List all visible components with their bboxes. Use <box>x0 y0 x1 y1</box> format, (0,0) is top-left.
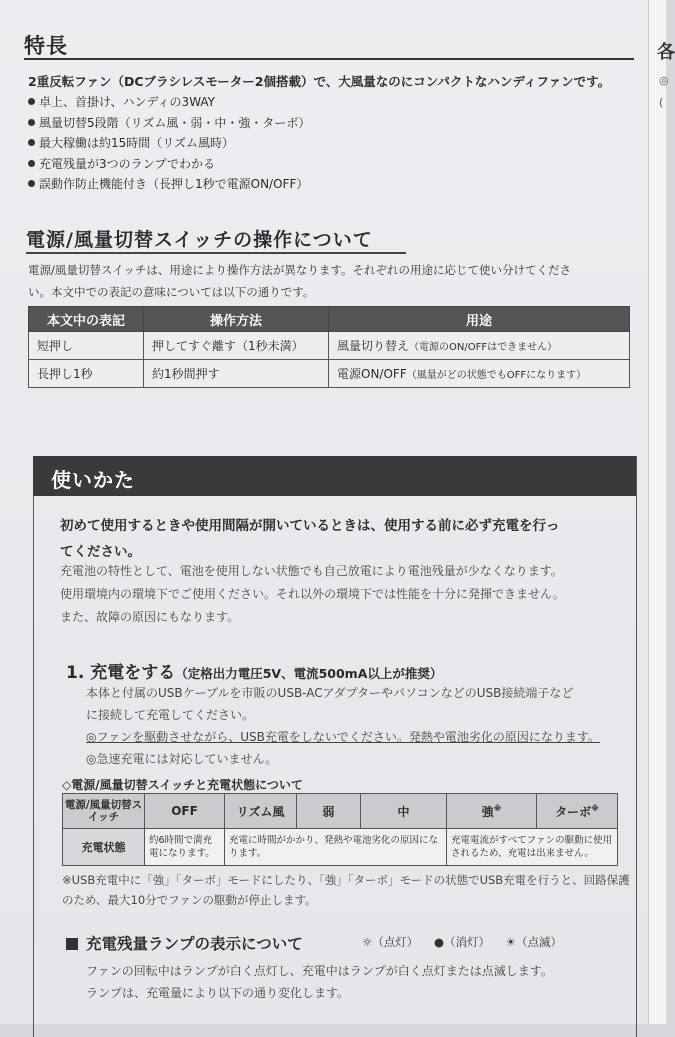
usage-text: 使用環境内の環境下でご使用ください。それ以外の環境下では性能を十分に発揮できません。 <box>60 587 565 601</box>
charge-table-header: OFF <box>145 794 225 829</box>
charge-table-header: 電源/風量切替スイッチ <box>63 794 145 829</box>
lamp-heading: 充電残量ランプの表示について <box>66 932 303 954</box>
charge-table-header: 中 <box>361 794 447 829</box>
bullet-icon <box>28 98 35 105</box>
operation-table <box>28 306 630 388</box>
feature-item: 充電残量が3つのランプでわかる <box>28 155 310 176</box>
lamp-text: ランプは、充電量により以下の通り変化します。 <box>86 986 350 1000</box>
feature-item: 最大稼働は約15時間（リズム風時） <box>28 134 310 155</box>
feature-item: 卓上、首掛け、ハンディの3WAY <box>28 93 310 114</box>
features-intro: 2重反転ファン（DCブラシレスモーター2個搭載）で、大風量なのにコンパクトなハンディファンです。 <box>28 74 611 89</box>
step1-warning: ◎急速充電には対応していません。 <box>86 752 278 766</box>
table-header: 操作方法 <box>144 307 329 332</box>
bullet-icon <box>28 119 35 126</box>
charge-table <box>62 793 618 866</box>
feature-item: 風量切替5段階（リズム風・弱・中・強・ターボ） <box>28 114 310 135</box>
features-heading: 特長 <box>24 34 68 58</box>
charge-table-header: ターボ※ <box>537 794 618 829</box>
charge-table-header: 弱 <box>297 794 361 829</box>
step1-warning: ◎ファンを駆動させながら、USB充電をしないでください。発熱や電池劣化の原因になります。 <box>86 730 600 744</box>
table-header: 本文中の表記 <box>29 307 144 332</box>
lamp-legend <box>362 934 574 950</box>
usage-important: てください。 <box>60 544 141 560</box>
feature-item: 誤動作防止機能付き（長押し1秒で電源ON/OFF） <box>28 175 310 196</box>
lamp-on-icon: ☼（点灯） <box>362 935 419 949</box>
lamp-blink-icon: ☀（点滅） <box>505 935 562 949</box>
charge-table-title: ◇電源/風量切替スイッチと充電状態について <box>62 778 303 792</box>
switch-heading: 電源/風量切替スイッチの操作について <box>26 229 373 251</box>
bullet-icon <box>28 139 35 146</box>
square-bullet-icon <box>66 938 78 950</box>
usage-header <box>33 456 636 496</box>
usage-heading: 使いかた <box>51 468 135 492</box>
charge-footnote: のため、最大10分でファンの駆動が停止します。 <box>62 893 317 907</box>
switch-paragraph: 電源/風量切替スイッチは、用途により操作方法が異なります。それぞれの用途に応じて使い分けてくださ <box>28 263 571 277</box>
charge-table-header: 強※ <box>447 794 537 829</box>
table-row: 短押し 押してすぐ離す（1秒未満） 風量切り替え（電源のON/OFFはできません） <box>29 332 630 360</box>
lamp-off-icon: ●（消灯） <box>433 935 491 949</box>
charge-footnote: ※USB充電中に「強」「ターボ」モードにしたり、「強」「ターボ」モードの状態でUSB充電を行うと、回路保護 <box>62 873 630 887</box>
usage-text: また、故障の原因にもなります。 <box>60 610 240 624</box>
features-list <box>28 93 310 196</box>
switch-paragraph: い。本文中での表記の意味については以下の通りです。 <box>28 285 315 299</box>
step1-text: 本体と付属のUSBケーブルを市販のUSB-ACアダプターやパソコンなどのUSB接続端子など <box>86 686 574 700</box>
table-row: 長押し1秒 約1秒間押す 電源ON/OFF（風量がどの状態でもOFFになります） <box>29 360 630 388</box>
bullet-icon <box>28 180 35 187</box>
lamp-text: ファンの回転中はランプが白く点灯し、充電中はランプが白く点灯または点滅します。 <box>86 964 553 978</box>
features-rule <box>24 58 634 60</box>
charge-table-header: リズム風 <box>225 794 297 829</box>
step1-text: に接続して充電してください。 <box>86 708 255 722</box>
next-page-edge: 各 ◎ ( <box>648 0 666 1024</box>
switch-rule <box>26 252 406 254</box>
usage-important: 初めて使用するときや使用間隔が開いているときは、使用する前に必ず充電を行っ <box>60 518 560 534</box>
table-header: 用途 <box>329 307 630 332</box>
usage-text: 充電池の特性として、電池を使用しない状態でも自己放電により電池残量が少なくなります。 <box>60 564 563 578</box>
bullet-icon <box>28 160 35 167</box>
step1-title: 1. 充電をする（定格出力電圧5V、電流500mA以上が推奨） <box>66 663 443 683</box>
table-row: 充電状態 約6時間で満充電になります。 充電に時間がかかり、発熱や電池劣化の原因になります。 充電電流がすべてファンの駆動に使用されるため、充電は出来ません。 <box>63 829 618 866</box>
